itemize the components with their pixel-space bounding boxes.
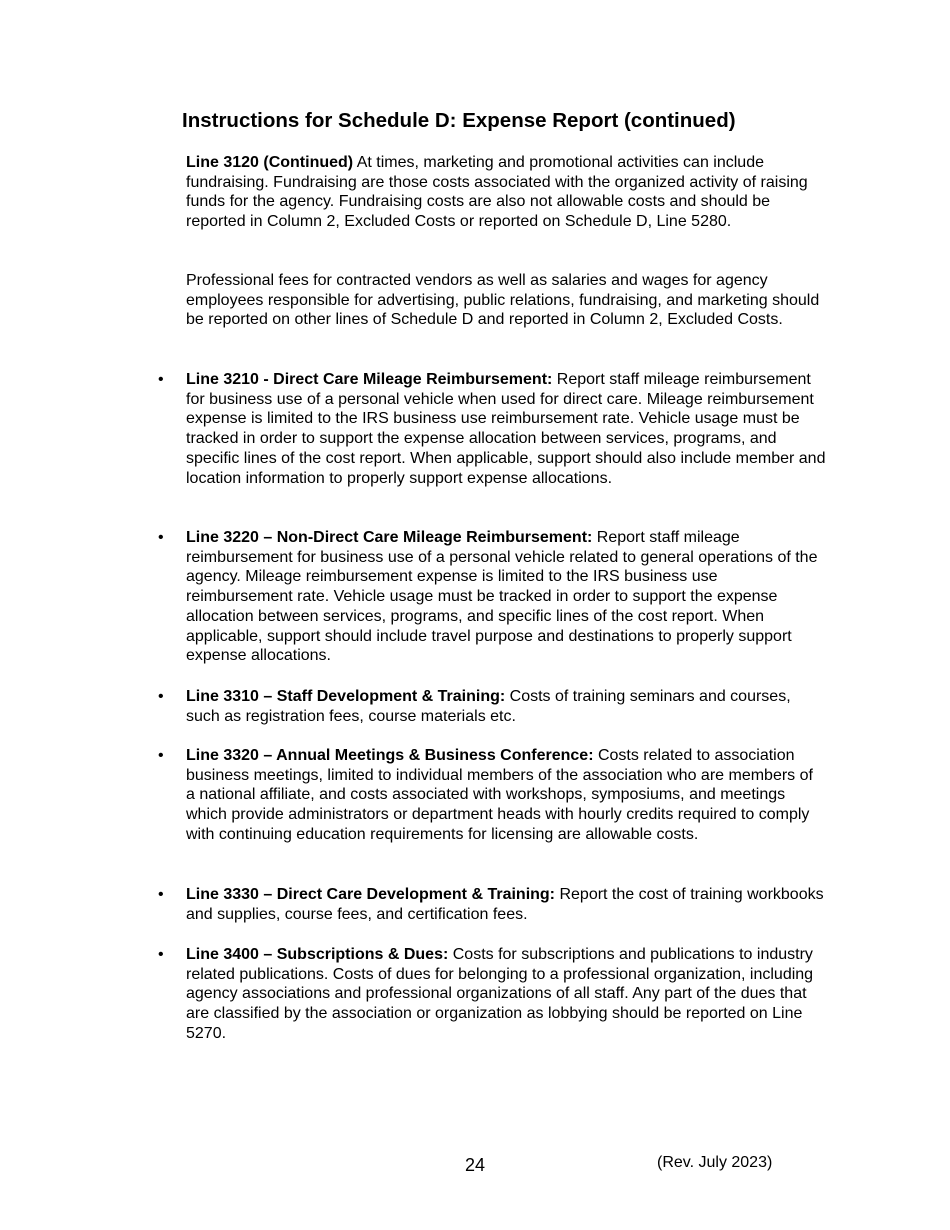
list-item-heading: Line 3210 - Direct Care Mileage Reimbursement: xyxy=(186,371,553,388)
list-item-text: Costs related to association business meetings, limited to individual members of the association who are members of a national affiliate, and costs associated with workshops, symposiums, and meetings which provide administrators or department heads with hourly credits required to comply with continuing education requirements for licensing are allowable costs. xyxy=(186,747,813,843)
list-item-line-3220 xyxy=(158,528,826,666)
list-item-heading: Line 3330 – Direct Care Development & Training: xyxy=(186,886,556,903)
revision-date: (Rev. July 2023) xyxy=(657,1154,773,1171)
intro-paragraph-line-3120 xyxy=(186,153,826,232)
professional-fees-paragraph: Professional fees for contracted vendors as well as salaries and wages for agency employees responsible for advertising, public relations, fundraising, and marketing should be reported on other lines of Schedule D and reported in Column 2, Excluded Costs. xyxy=(186,272,820,329)
bullet-icon: • xyxy=(158,886,164,903)
list-item-text: Costs of training seminars and courses, such as registration fees, course materials etc. xyxy=(186,688,791,725)
list-item-text: Report staff mileage reimbursement for business use of a personal vehicle when used for direct care. Mileage reimbursement expense is limited to the IRS business use reimbursement rate. Vehicle usage must be tracked in order to support the expense allocation between services, programs, and specific lines of the cost report. When applicable, support should also include member and location information to properly support expense allocations. xyxy=(186,371,826,487)
list-item-text: Costs for subscriptions and publications to industry related publications. Costs of dues for belonging to a professional organization, including agency associations and professional organizations of all staff. Any part of the dues that are classified by the association or organization as lobbying should be reported on Line 5270. xyxy=(186,946,814,1042)
list-item-heading: Line 3400 – Subscriptions & Dues: xyxy=(186,946,449,963)
list-item-text: Report staff mileage reimbursement for business use of a personal vehicle related to general operations of the agency. Mileage reimbursement expense is limited to the IRS business use reimbursement rate. Vehicle usage must be tracked in order to support the expense allocation between services, programs, and specific lines of the cost report. When applicable, support should include travel purpose and destinations to properly support expense allocations. xyxy=(186,529,818,665)
list-item-line-3330 xyxy=(158,885,826,924)
intro-paragraph-heading: Line 3120 (Continued) xyxy=(186,154,354,171)
bullet-icon: • xyxy=(158,371,164,388)
list-item-heading: Line 3320 – Annual Meetings & Business Conference: xyxy=(186,747,594,764)
list-item-line-3210 xyxy=(158,370,826,488)
list-item-text: Report the cost of training workbooks and supplies, course fees, and certification fees. xyxy=(186,886,824,923)
bullet-icon: • xyxy=(158,747,164,764)
list-item-line-3400 xyxy=(158,945,826,1044)
bullet-icon: • xyxy=(158,688,164,705)
page-title: Instructions for Schedule D: Expense Report (continued) xyxy=(182,109,736,132)
list-item-heading: Line 3220 – Non-Direct Care Mileage Reimbursement: xyxy=(186,529,593,546)
page-number: 24 xyxy=(465,1155,486,1175)
list-item-line-3310 xyxy=(158,687,826,726)
list-item-heading: Line 3310 – Staff Development & Training: xyxy=(186,688,506,705)
bullet-icon: • xyxy=(158,946,164,963)
intro-paragraph-text: At times, marketing and promotional activities can include fundraising. Fundraising are those costs associated with the organized activity of raising funds for the agency. Fundraising costs are also not allowable costs and should be reported in Column 2, Excluded Costs or reported on Schedule D, Line 5280. xyxy=(186,154,808,231)
list-item-line-3320 xyxy=(158,746,826,845)
bullet-icon: • xyxy=(158,529,164,546)
